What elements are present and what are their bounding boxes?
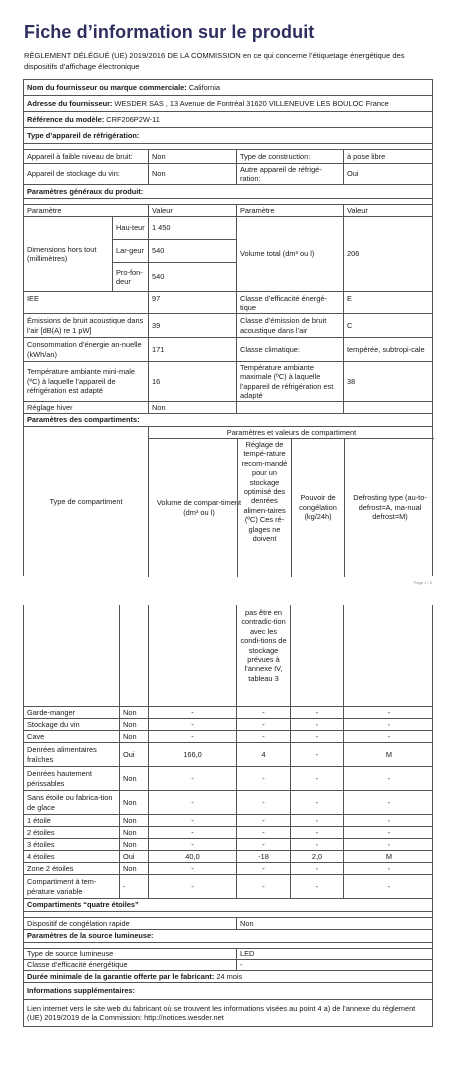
- table-row: [24, 874, 432, 898]
- width-value: 540: [149, 239, 236, 263]
- iee-row: [24, 291, 432, 313]
- compartment-name: Compartiment à tem-pérature variable: [27, 877, 97, 896]
- product-sheet-page1: [23, 79, 433, 576]
- supplier-address-row: [24, 95, 432, 111]
- compartment-defrost: -: [343, 815, 434, 826]
- max-temp-value: 38: [343, 362, 434, 401]
- supplier-address-value: WESDER SAS , 13 Avenue de Fontréal 31620 VILLENEUVE LES BOULOC France: [114, 98, 389, 108]
- table-row: [24, 850, 432, 862]
- compartment-present: Non: [119, 815, 148, 826]
- compartment-defrost: -: [343, 875, 434, 898]
- light-section-heading: Paramètres de la source lumineuse:: [27, 931, 154, 941]
- compartment-temp: 4: [236, 743, 290, 766]
- iee-value: 97: [148, 292, 236, 313]
- compartment-defrost: M: [343, 851, 434, 862]
- compartment-freezing: -: [290, 707, 343, 718]
- compartment-freezing: 2,0: [290, 851, 343, 862]
- compartment-name: Denrées hautement périssables: [27, 769, 92, 788]
- compartment-freezing: -: [290, 827, 343, 838]
- winter-row: [24, 401, 432, 413]
- table-row: [24, 838, 432, 850]
- col-value-1: Valeur: [148, 205, 236, 216]
- comp-type-header: Type de compartiment: [49, 497, 123, 507]
- compartment-temp: -: [236, 791, 290, 814]
- type-section-row: [24, 127, 432, 143]
- compartment-defrost: M: [343, 743, 434, 766]
- extra-section-heading: Informations supplémentaires:: [27, 986, 136, 996]
- table-row: [24, 862, 432, 874]
- table-row: [24, 826, 432, 838]
- volume-label: Volume total (dm³ ou l): [236, 217, 343, 291]
- compartment-name: 4 étoiles: [27, 851, 55, 861]
- comp-temp-header-1: Réglage de tempé-rature recom-mandé pour un stockage optimisé des denrées alimen-taires (ºC) Ces ré-glages ne doivent: [237, 438, 291, 577]
- compartment-freezing: -: [290, 719, 343, 730]
- comp-freezing-header: Pouvoir de congélation (kg/24h): [291, 438, 344, 577]
- compartment-present: Non: [119, 863, 148, 874]
- comp-group-header: Paramètres et valeurs de compartiment: [149, 427, 434, 439]
- compartment-freezing: -: [290, 767, 343, 790]
- compartment-volume: -: [148, 875, 236, 898]
- compartment-present: Oui: [119, 851, 148, 862]
- compartment-freezing: -: [290, 815, 343, 826]
- general-header-row: [24, 204, 432, 216]
- compartment-volume: -: [148, 791, 236, 814]
- light-type-label: Type de source lumineuse: [27, 949, 114, 959]
- compartment-name: Cave: [27, 731, 45, 741]
- compartment-freezing: -: [290, 875, 343, 898]
- table-row: [24, 706, 432, 718]
- type-section-heading: Type d’appareil de réfrigération:: [27, 130, 140, 140]
- col-param-2: Paramètre: [236, 205, 343, 216]
- compartment-name: Sans étoile ou fabrica-tion de glace: [27, 793, 113, 812]
- extra-section-row: [24, 982, 432, 999]
- consumption-value: 171: [148, 338, 236, 361]
- light-class-row: [24, 959, 432, 970]
- compartment-present: Non: [119, 791, 148, 814]
- compartment-defrost: -: [343, 863, 434, 874]
- construction-value: à pose libre: [343, 150, 434, 163]
- table-row: [24, 718, 432, 730]
- compartment-temp: -: [236, 767, 290, 790]
- compartment-present: Non: [119, 731, 148, 742]
- compartment-defrost: -: [343, 839, 434, 850]
- light-type-row: [24, 948, 432, 959]
- noise-value: 39: [148, 314, 236, 337]
- consumption-label: Consommation d’énergie an-nuelle (kWh/an): [27, 340, 142, 359]
- height-value: 1 450: [149, 217, 236, 240]
- table-row: [24, 814, 432, 826]
- compartment-temp: -: [236, 707, 290, 718]
- table-row: [24, 742, 432, 766]
- height-label: Hau-teur: [113, 217, 148, 240]
- compartment-volume: 166,0: [148, 743, 236, 766]
- compartment-present: Non: [119, 719, 148, 730]
- supplier-name-row: [24, 80, 432, 95]
- depth-value: 540: [152, 272, 165, 282]
- light-type-value: LED: [236, 949, 434, 959]
- compartment-volume: -: [148, 827, 236, 838]
- compartment-defrost: -: [343, 707, 434, 718]
- fast-freeze-row: [24, 917, 432, 929]
- low-noise-label: Appareil à faible niveau de bruit:: [27, 151, 133, 161]
- compartment-defrost: -: [343, 791, 434, 814]
- fast-freeze-value: Non: [236, 918, 434, 929]
- comp-volume-header: Volume de compar-timent (dm³ ou l): [156, 498, 242, 517]
- light-class-value: -: [236, 960, 434, 970]
- compartment-freezing: -: [290, 731, 343, 742]
- compartment-present: Non: [119, 767, 148, 790]
- other-fridge-value: Oui: [343, 164, 434, 184]
- width-label: Lar-geur: [113, 239, 148, 263]
- iee-label: IEE: [27, 294, 39, 303]
- compartment-volume: -: [148, 707, 236, 718]
- compartment-volume: -: [148, 839, 236, 850]
- compartment-volume: -: [148, 719, 236, 730]
- compartment-temp: -18: [236, 851, 290, 862]
- compartment-temp: -: [236, 827, 290, 838]
- compartment-temp: -: [236, 875, 290, 898]
- energy-class-value: E: [343, 292, 434, 313]
- max-temp-label: Température ambiante maximale (ºC) à laquelle l’appareil de réfrigération est adapté: [236, 362, 343, 401]
- product-sheet-page2: [23, 605, 433, 1027]
- wine-row: [24, 163, 432, 184]
- temperature-row: [24, 361, 432, 401]
- compartment-volume: -: [148, 767, 236, 790]
- climate-class-label: Classe climatique:: [236, 338, 343, 361]
- wine-label: Appareil de stockage du vin:: [27, 169, 120, 179]
- compartment-present: -: [119, 875, 148, 898]
- compartment-volume: -: [148, 863, 236, 874]
- winter-value: Non: [148, 402, 236, 413]
- model-ref-value: CRF206P2W-11: [106, 114, 160, 124]
- compartment-freezing: -: [290, 743, 343, 766]
- compartment-freezing: -: [290, 839, 343, 850]
- light-section-row: [24, 929, 432, 942]
- compartment-name: 1 étoile: [27, 815, 51, 825]
- compartment-present: Non: [119, 827, 148, 838]
- compartment-temp: -: [236, 839, 290, 850]
- extra-text: Lien internet vers le site web du fabricant où se trouvent les informations visées au point 4 a) de l’annexe du règlement (UE) 2019/2019 de la Commission: http://notices.wesder.net: [27, 1003, 416, 1022]
- min-temp-label: Température ambiante mini-male (ºC) à laquelle l’appareil de réfrigération est adapté: [27, 367, 136, 396]
- compartment-freezing: -: [290, 863, 343, 874]
- light-class-label: Classe d’efficacité énergétique: [27, 960, 128, 970]
- warranty-value: 24 mois: [216, 971, 243, 981]
- compartment-defrost: -: [343, 719, 434, 730]
- compartment-header-row: [24, 426, 432, 577]
- regulation-intro: RÈGLEMENT DÉLÉGUÉ (UE) 2019/2016 DE LA COMMISSION en ce qui concerne l’étiquetage énergétique des dispositifs d’affichage électronique: [24, 51, 405, 71]
- compartment-name: 3 étoiles: [27, 839, 55, 849]
- general-section-heading: Paramètres généraux du produit:: [27, 186, 144, 196]
- compartment-defrost: -: [343, 767, 434, 790]
- compartment-temp: -: [236, 863, 290, 874]
- comp-defrost-header: Defrosting type (au-to-defrost=A, ma-nual defrost=M): [344, 438, 434, 577]
- compartment-present: Non: [119, 707, 148, 718]
- noise-row: [24, 313, 432, 337]
- model-ref-row: [24, 111, 432, 127]
- general-section-row: [24, 184, 432, 198]
- energy-class-label: Classe d’efficacité énergé-tique: [236, 292, 343, 313]
- four-star-section-row: [24, 898, 432, 911]
- consumption-row: [24, 337, 432, 361]
- compartment-volume: -: [148, 731, 236, 742]
- comp-temp-header-2: pas être en contradic-tion avec les condi-tions de stockage prévues à l’annexe IV, tableau 3: [236, 605, 290, 706]
- winter-label: Réglage hiver: [27, 402, 73, 412]
- compartment-freezing: -: [290, 791, 343, 814]
- dimensions-label: Dimensions hors tout (millimètres): [27, 244, 97, 263]
- volume-value: 206: [343, 217, 434, 291]
- page-number: Page 1 / 2: [413, 580, 432, 585]
- dimensions-row: [24, 216, 432, 291]
- compartment-temp: -: [236, 731, 290, 742]
- four-star-section-heading: Compartiments “quatre étoiles”: [27, 900, 139, 910]
- compartment-temp: -: [236, 815, 290, 826]
- compartments-section-heading: Paramètres des compartiments:: [27, 415, 140, 425]
- compartment-defrost: -: [343, 827, 434, 838]
- supplier-name-value: California: [188, 82, 221, 92]
- min-temp-value: 16: [148, 362, 236, 401]
- compartment-name: Stockage du vin: [27, 719, 80, 729]
- compartment-name: Zone 2 étoiles: [27, 863, 74, 873]
- compartments-section-row: [24, 413, 432, 426]
- table-row: [24, 790, 432, 814]
- noise-label: Émissions de bruit acoustique dans l’air [dB(A) re 1 pW]: [27, 316, 144, 335]
- model-ref-label: Référence du modèle:: [27, 114, 105, 124]
- compartment-defrost: -: [343, 731, 434, 742]
- compartment-name: Garde-manger: [27, 707, 76, 717]
- other-fridge-label: Autre appareil de réfrigé-ration:: [236, 164, 343, 184]
- compartment-volume: -: [148, 815, 236, 826]
- compartment-header-cont-row: [24, 605, 432, 706]
- extra-text-row: [24, 999, 432, 1027]
- low-noise-value: Non: [148, 150, 236, 163]
- noise-class-value: C: [343, 314, 434, 337]
- warranty-row: [24, 970, 432, 982]
- compartment-name: 2 étoiles: [27, 827, 55, 837]
- table-row: [24, 730, 432, 742]
- compartment-volume: 40,0: [148, 851, 236, 862]
- low-noise-row: [24, 149, 432, 163]
- depth-label: Pro-fon-deur: [116, 267, 143, 286]
- compartment-name: Denrées alimentaires fraîches: [27, 745, 97, 764]
- page-title: Fiche d’information sur le produit: [24, 22, 315, 42]
- fast-freeze-label: Dispositif de congélation rapide: [27, 918, 130, 928]
- noise-class-label: Classe d’émission de bruit acoustique dans l’air: [236, 314, 343, 337]
- compartment-present: Non: [119, 839, 148, 850]
- supplier-name-label: Nom du fournisseur ou marque commerciale:: [27, 82, 187, 92]
- col-value-2: Valeur: [343, 205, 434, 216]
- construction-label: Type de construction:: [236, 150, 343, 163]
- col-param-1: Paramètre: [27, 205, 62, 215]
- compartment-present: Oui: [119, 743, 148, 766]
- compartment-temp: -: [236, 719, 290, 730]
- climate-class-value: tempérée, subtropi-cale: [343, 338, 434, 361]
- supplier-address-label: Adresse du fournisseur:: [27, 98, 113, 108]
- warranty-label: Durée minimale de la garantie offerte par le fabricant:: [27, 971, 215, 981]
- table-row: [24, 766, 432, 790]
- wine-value: Non: [148, 164, 236, 184]
